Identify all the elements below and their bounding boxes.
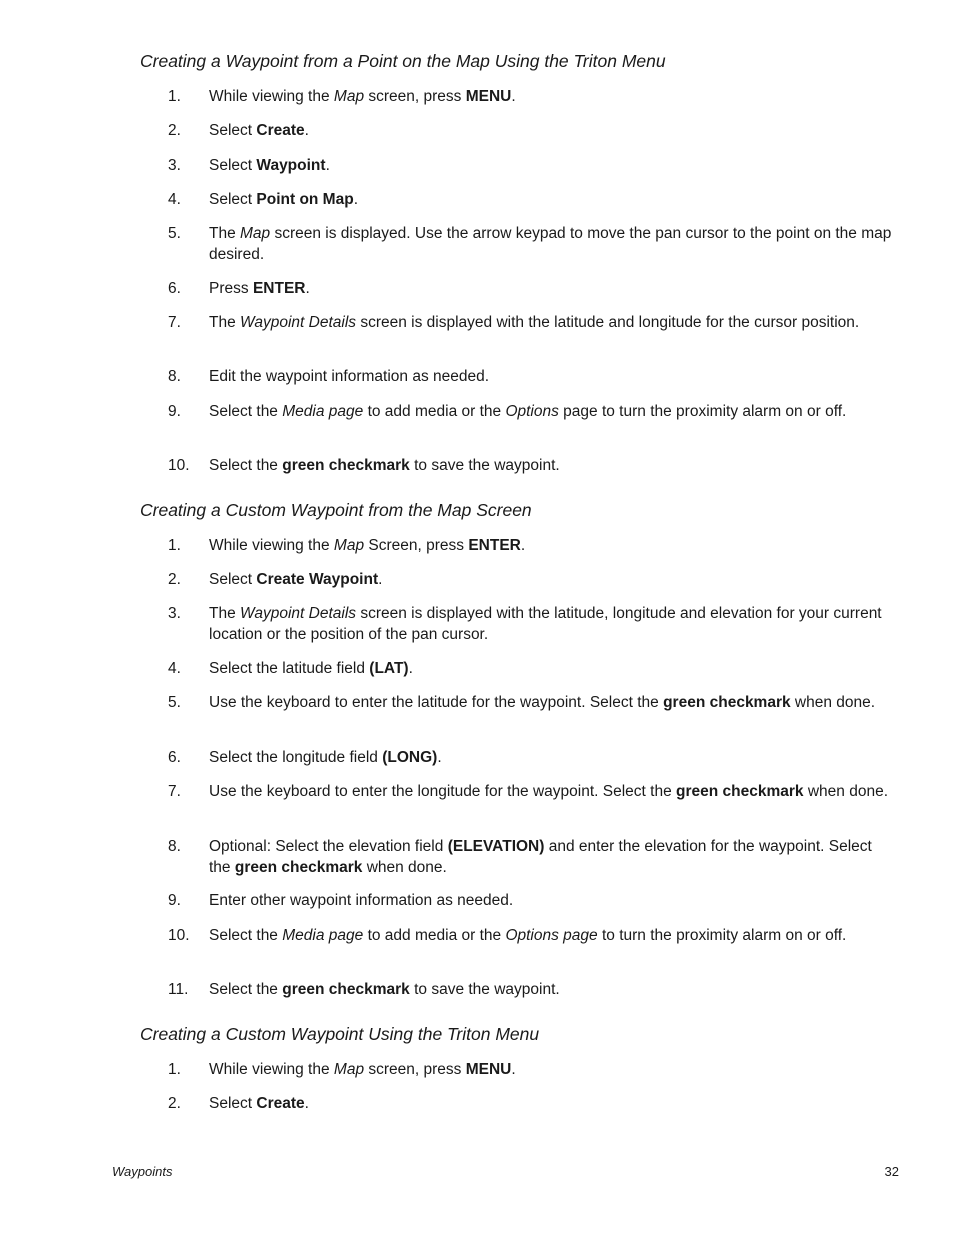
text-run: .	[511, 1061, 516, 1078]
step-number: 1.	[168, 537, 181, 554]
step-item	[168, 891, 893, 912]
text-run: Screen, press	[364, 537, 469, 554]
bold-text: Create	[256, 122, 305, 139]
step-item	[168, 1094, 893, 1115]
step-item	[168, 456, 893, 477]
text-run: .	[304, 1095, 309, 1112]
bold-text: green checkmark	[663, 694, 791, 711]
text-run: The	[209, 314, 241, 331]
text-run: Use the keyboard to enter the latitude for the waypoint. Select the	[209, 694, 664, 711]
step-text	[209, 1094, 893, 1115]
step-number: 2.	[168, 122, 181, 139]
text-run: Select	[209, 1095, 257, 1112]
step-text	[209, 570, 893, 591]
bold-text: Point on Map	[256, 191, 354, 208]
bold-text: Create	[256, 1095, 305, 1112]
text-run: Enter other waypoint information as needed.	[209, 892, 514, 909]
step-number: 9.	[168, 403, 181, 420]
text-run: Use the keyboard to enter the longitude for the waypoint. Select the	[209, 783, 677, 800]
italic-text: Options	[505, 403, 559, 420]
step-number: 10.	[168, 927, 190, 944]
step-item	[168, 402, 893, 423]
text-run: Select the longitude field	[209, 749, 383, 766]
bold-text: MENU	[465, 88, 512, 105]
step-number: 11.	[168, 981, 189, 998]
text-run: .	[304, 122, 309, 139]
bold-text: MENU	[465, 1061, 512, 1078]
step-text	[209, 156, 893, 177]
step-number: 8.	[168, 838, 181, 855]
italic-text: Waypoint Details	[240, 605, 357, 622]
text-run: .	[408, 660, 413, 677]
step-text	[209, 837, 893, 878]
text-run: to save the waypoint.	[409, 981, 560, 998]
step-text	[209, 604, 893, 645]
step-number: 4.	[168, 660, 181, 677]
bold-text: green checkmark	[234, 858, 363, 876]
step-number: 6.	[168, 749, 181, 766]
step-item	[168, 782, 893, 803]
step-number: 2.	[168, 1095, 181, 1112]
step-item	[168, 570, 893, 591]
step-text	[209, 926, 893, 947]
step-number: 1.	[168, 88, 181, 105]
text-run: Select the latitude field	[209, 660, 370, 677]
bold-text: Create Waypoint	[256, 571, 379, 588]
step-item	[168, 693, 893, 714]
step-number: 9.	[168, 892, 181, 909]
step-number: 4.	[168, 191, 181, 208]
italic-text: Map	[333, 537, 365, 554]
bold-text: Waypoint	[256, 157, 326, 174]
text-run: While viewing the	[209, 1061, 334, 1078]
bold-text: ENTER	[252, 280, 306, 297]
italic-text: Map	[333, 1061, 365, 1078]
step-item	[168, 121, 893, 142]
step-item	[168, 837, 893, 878]
text-run: Optional: Select the elevation field	[209, 838, 448, 855]
text-run: Select the	[209, 981, 283, 998]
text-run: screen, press	[364, 1061, 466, 1078]
text-run: .	[378, 571, 383, 588]
text-run: screen is displayed. Use the arrow keypad to move the pan cursor to the point on the map desired.	[209, 225, 892, 263]
text-run: Select the	[209, 403, 283, 420]
step-number: 3.	[168, 605, 181, 622]
bold-text: green checkmark	[282, 457, 410, 474]
step-text	[209, 313, 893, 334]
italic-text: Options page	[505, 927, 598, 944]
step-item	[168, 980, 893, 1001]
section-heading-custom-from-map: Creating a Custom Waypoint from the Map Screen	[140, 500, 532, 520]
text-run: The	[209, 225, 241, 242]
italic-text: Media page	[282, 403, 364, 420]
step-text	[209, 782, 893, 803]
step-item	[168, 313, 893, 334]
step-text	[209, 279, 893, 300]
text-run: Select	[209, 571, 257, 588]
step-text	[209, 456, 893, 477]
step-item	[168, 748, 893, 769]
italic-text: Waypoint Details	[240, 314, 357, 331]
section-heading-point-on-map: Creating a Waypoint from a Point on the Map Using the Triton Menu	[140, 51, 666, 71]
text-run: .	[325, 157, 330, 174]
text-run: to save the waypoint.	[409, 457, 560, 474]
step-text	[209, 87, 893, 108]
step-text	[209, 891, 893, 912]
text-run: Select	[209, 191, 257, 208]
step-text	[209, 367, 893, 388]
text-run: While viewing the	[209, 88, 334, 105]
step-number: 1.	[168, 1061, 181, 1078]
step-item	[168, 536, 893, 557]
footer-section-name: Waypoints	[112, 1164, 173, 1179]
text-run: Select the	[209, 927, 283, 944]
step-item	[168, 604, 893, 645]
step-text	[209, 980, 893, 1001]
step-number: 5.	[168, 694, 181, 711]
text-run: when done.	[790, 694, 876, 711]
footer-page-number: 32	[884, 1164, 899, 1179]
text-run: .	[437, 749, 442, 766]
step-number: 5.	[168, 225, 181, 242]
text-run: screen, press	[364, 88, 466, 105]
step-number: 7.	[168, 783, 181, 800]
step-item	[168, 190, 893, 211]
step-text	[209, 748, 893, 769]
step-number: 6.	[168, 280, 181, 297]
text-run: to add media or the	[363, 927, 506, 944]
step-text	[209, 693, 893, 714]
step-text	[209, 1060, 893, 1081]
text-run: when done.	[803, 783, 889, 800]
text-run: While viewing the	[209, 537, 334, 554]
text-run: when done.	[362, 858, 447, 876]
step-item	[168, 279, 893, 300]
bold-text: (ELEVATION)	[447, 838, 545, 855]
text-run: Select	[209, 122, 257, 139]
step-number: 10.	[168, 457, 190, 474]
text-run: screen is displayed with the latitude and longitude for the cursor position.	[356, 314, 860, 331]
step-text	[209, 659, 893, 680]
bold-text: green checkmark	[282, 981, 410, 998]
text-run: Press	[209, 280, 253, 297]
step-item	[168, 926, 893, 947]
text-run: .	[520, 537, 526, 554]
step-number: 2.	[168, 571, 181, 588]
text-run: Edit the waypoint information as needed.	[209, 368, 490, 385]
step-text	[209, 190, 893, 211]
text-run: Select	[209, 157, 257, 174]
step-text	[209, 536, 893, 557]
step-number: 3.	[168, 157, 181, 174]
bold-text: green checkmark	[676, 783, 804, 800]
step-text	[209, 121, 893, 142]
step-item	[168, 87, 893, 108]
step-item	[168, 367, 893, 388]
step-item	[168, 1060, 893, 1081]
text-run: and enter the elevation for the waypoint. Select the	[209, 838, 872, 876]
italic-text: Map	[333, 88, 365, 105]
section-heading-custom-triton-menu: Creating a Custom Waypoint Using the Triton Menu	[140, 1024, 540, 1044]
bold-text: (LONG)	[382, 749, 438, 766]
step-item	[168, 659, 893, 680]
text-run: .	[305, 280, 310, 297]
bold-text: (LAT)	[369, 660, 409, 677]
step-item	[168, 224, 893, 265]
step-text	[209, 402, 893, 423]
text-run: screen is displayed with the latitude, longitude and elevation for your current location or the position of the pan cursor.	[209, 605, 882, 643]
text-run: to turn the proximity alarm on or off.	[597, 927, 847, 944]
step-number: 7.	[168, 314, 181, 331]
italic-text: Map	[240, 225, 271, 242]
step-text	[209, 224, 893, 265]
text-run: .	[511, 88, 516, 105]
step-item	[168, 156, 893, 177]
text-run: .	[353, 191, 358, 208]
text-run: to add media or the	[363, 403, 506, 420]
bold-text: ENTER	[468, 537, 521, 554]
text-run: Select the	[209, 457, 283, 474]
text-run: The	[209, 605, 241, 622]
italic-text: Media page	[282, 927, 364, 944]
text-run: page to turn the proximity alarm on or off.	[558, 403, 847, 420]
step-number: 8.	[168, 368, 181, 385]
